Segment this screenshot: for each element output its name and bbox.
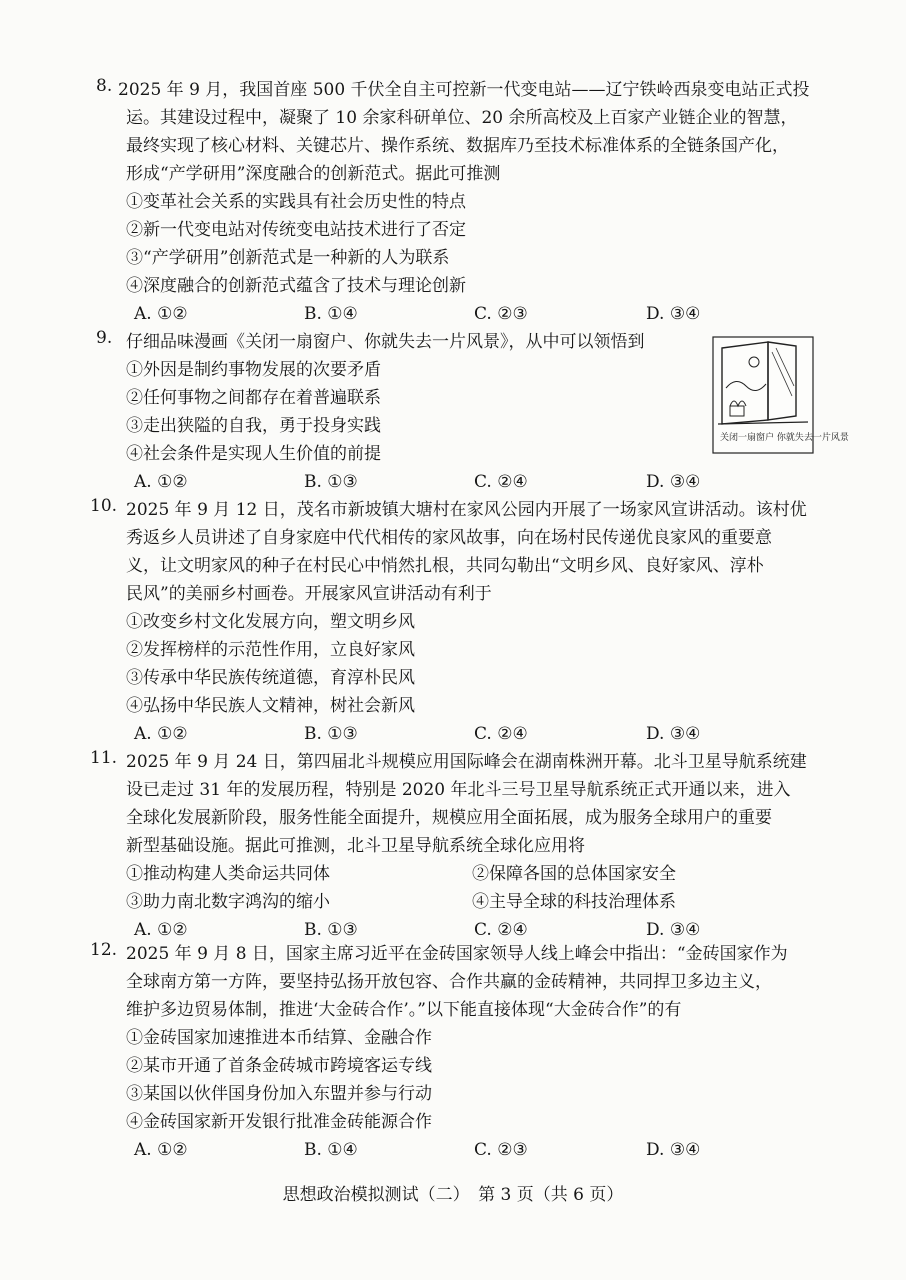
- question-12: [90, 940, 816, 1164]
- question-stem-line: 2025 年 9 月 24 日，第四届北斗规模应用国际峰会在湖南株洲开幕。北斗卫星导航系统建: [126, 752, 807, 772]
- statement-option: ①金砖国家加速推进本币结算、金融合作: [126, 1028, 432, 1048]
- choice-b: B. ①④: [304, 1140, 358, 1160]
- statement-option: ④金砖国家新开发银行批准金砖能源合作: [126, 1112, 432, 1132]
- choice-d: D. ③④: [646, 472, 701, 492]
- statement-option: ①推动构建人类命运共同体: [126, 864, 330, 884]
- answer-choices: [134, 1136, 816, 1164]
- choice-d: D. ③④: [646, 304, 701, 324]
- choice-c: C. ②④: [474, 920, 528, 940]
- question-stem-line: 形成“产学研用”深度融合的创新范式。据此可推测: [126, 164, 501, 184]
- statement-option: ④弘扬中华民族人文精神，树社会新风: [126, 696, 415, 716]
- cartoon-caption: 关闭一扇窗户 你就失去一片风景: [720, 433, 849, 443]
- statement-option: ①改变乡村文化发展方向，塑文明乡风: [126, 612, 415, 632]
- question-number: 9.: [96, 328, 113, 348]
- question-stem-line: 仔细品味漫画《关闭一扇窗户、你就失去一片风景》，从中可以领悟到: [126, 332, 645, 352]
- question-stem-line: 新型基础设施。据此可推测，北斗卫星导航系统全球化应用将: [126, 836, 585, 856]
- question-10: [90, 496, 816, 748]
- answer-choices: [134, 300, 816, 328]
- choice-d: D. ③④: [646, 1140, 701, 1160]
- choice-a: A. ①②: [134, 304, 188, 324]
- answer-choices: [134, 720, 816, 748]
- choice-a: A. ①②: [134, 724, 188, 744]
- statement-option: ②新一代变电站对传统变电站技术进行了否定: [126, 220, 466, 240]
- question-stem-line: 民风”的美丽乡村画卷。开展家风宣讲活动有利于: [126, 584, 492, 604]
- question-number: 8.: [96, 76, 113, 96]
- statement-option: ④主导全球的科技治理体系: [472, 892, 676, 912]
- statement-option: ①变革社会关系的实践具有社会历史性的特点: [126, 192, 466, 212]
- question-number: 11.: [90, 748, 118, 768]
- question-stem-line: 最终实现了核心材料、关键芯片、操作系统、数据库乃至技术标准体系的全链条国产化，: [126, 136, 789, 156]
- question-number: 10.: [90, 496, 118, 516]
- statement-option: ②任何事物之间都存在着普遍联系: [126, 388, 381, 408]
- question-stem-line: 维护多边贸易体制，推进‘大金砖合作’。”以下能直接体现“大金砖合作”的有: [126, 1000, 682, 1020]
- answer-choices: [134, 468, 816, 496]
- statement-option: ②发挥榜样的示范性作用，立良好家风: [126, 640, 415, 660]
- question-stem-line: 2025 年 9 月，我国首座 500 千伏全自主可控新一代变电站——辽宁铁岭西泉变电站正式投: [118, 80, 810, 100]
- choice-a: A. ①②: [134, 920, 188, 940]
- window-cartoon-image: [712, 336, 849, 454]
- statement-option: ④深度融合的创新范式蕴含了技术与理论创新: [126, 276, 466, 296]
- choice-b: B. ①③: [304, 472, 358, 492]
- statement-option: ②保障各国的总体国家安全: [472, 864, 676, 884]
- choice-a: A. ①②: [134, 472, 188, 492]
- choice-d: D. ③④: [646, 920, 701, 940]
- choice-d: D. ③④: [646, 724, 701, 744]
- statement-option: ①外因是制约事物发展的次要矛盾: [126, 360, 381, 380]
- statement-option: ③助力南北数字鸿沟的缩小: [126, 892, 330, 912]
- statement-option-row: [126, 860, 816, 888]
- choice-c: C. ②③: [474, 304, 528, 324]
- statement-option-row: [126, 888, 816, 916]
- question-stem-line: 2025 年 9 月 8 日，国家主席习近平在金砖国家领导人线上峰会中指出：“金砖国家作为: [126, 944, 788, 964]
- question-9: [96, 328, 816, 496]
- question-stem-line: 全球南方第一方阵，要坚持弘扬开放包容、合作共赢的金砖精神，共同捍卫多边主义，: [126, 972, 772, 992]
- choice-b: B. ①③: [304, 724, 358, 744]
- choice-b: B. ①③: [304, 920, 358, 940]
- question-stem-line: 义，让文明家风的种子在村民心中悄然扎根，共同勾勒出“文明乡风、良好家风、淳朴: [126, 556, 764, 576]
- choice-a: A. ①②: [134, 1140, 188, 1160]
- question-8: [96, 76, 816, 328]
- choice-b: B. ①④: [304, 304, 358, 324]
- question-stem-line: 全球化发展新阶段，服务性能全面提升，规模应用全面拓展，成为服务全球用户的重要: [126, 808, 772, 828]
- statement-option: ③某国以伙伴国身份加入东盟并参与行动: [126, 1084, 432, 1104]
- statement-option: ②某市开通了首条金砖城市跨境客运专线: [126, 1056, 432, 1076]
- choice-c: C. ②④: [474, 472, 528, 492]
- page-footer: 思想政治模拟测试（二） 第 3 页（共 6 页）: [282, 1185, 624, 1205]
- statement-option: ③传承中华民族传统道德，育淳朴民风: [126, 668, 415, 688]
- statement-option: ④社会条件是实现人生价值的前提: [126, 444, 381, 464]
- question-stem-line: 运。其建设过程中，凝聚了 10 余家科研单位、20 余所高校及上百家产业链企业的智慧，: [126, 108, 798, 128]
- choice-c: C. ②④: [474, 724, 528, 744]
- question-11: [90, 748, 816, 944]
- statement-option: ③“产学研用”创新范式是一种新的人为联系: [126, 248, 450, 268]
- statement-option: ③走出狭隘的自我，勇于投身实践: [126, 416, 381, 436]
- question-stem-line: 秀返乡人员讲述了自身家庭中代代相传的家风故事，向在场村民传递优良家风的重要意: [126, 528, 772, 548]
- question-number: 12.: [90, 940, 118, 960]
- question-stem-line: 2025 年 9 月 12 日，茂名市新坡镇大塘村在家风公园内开展了一场家风宣讲活动。该村优: [126, 500, 807, 520]
- choice-c: C. ②③: [474, 1140, 528, 1160]
- question-stem-line: 设已走过 31 年的发展历程，特别是 2020 年北斗三号卫星导航系统正式开通以来，进入: [126, 780, 791, 800]
